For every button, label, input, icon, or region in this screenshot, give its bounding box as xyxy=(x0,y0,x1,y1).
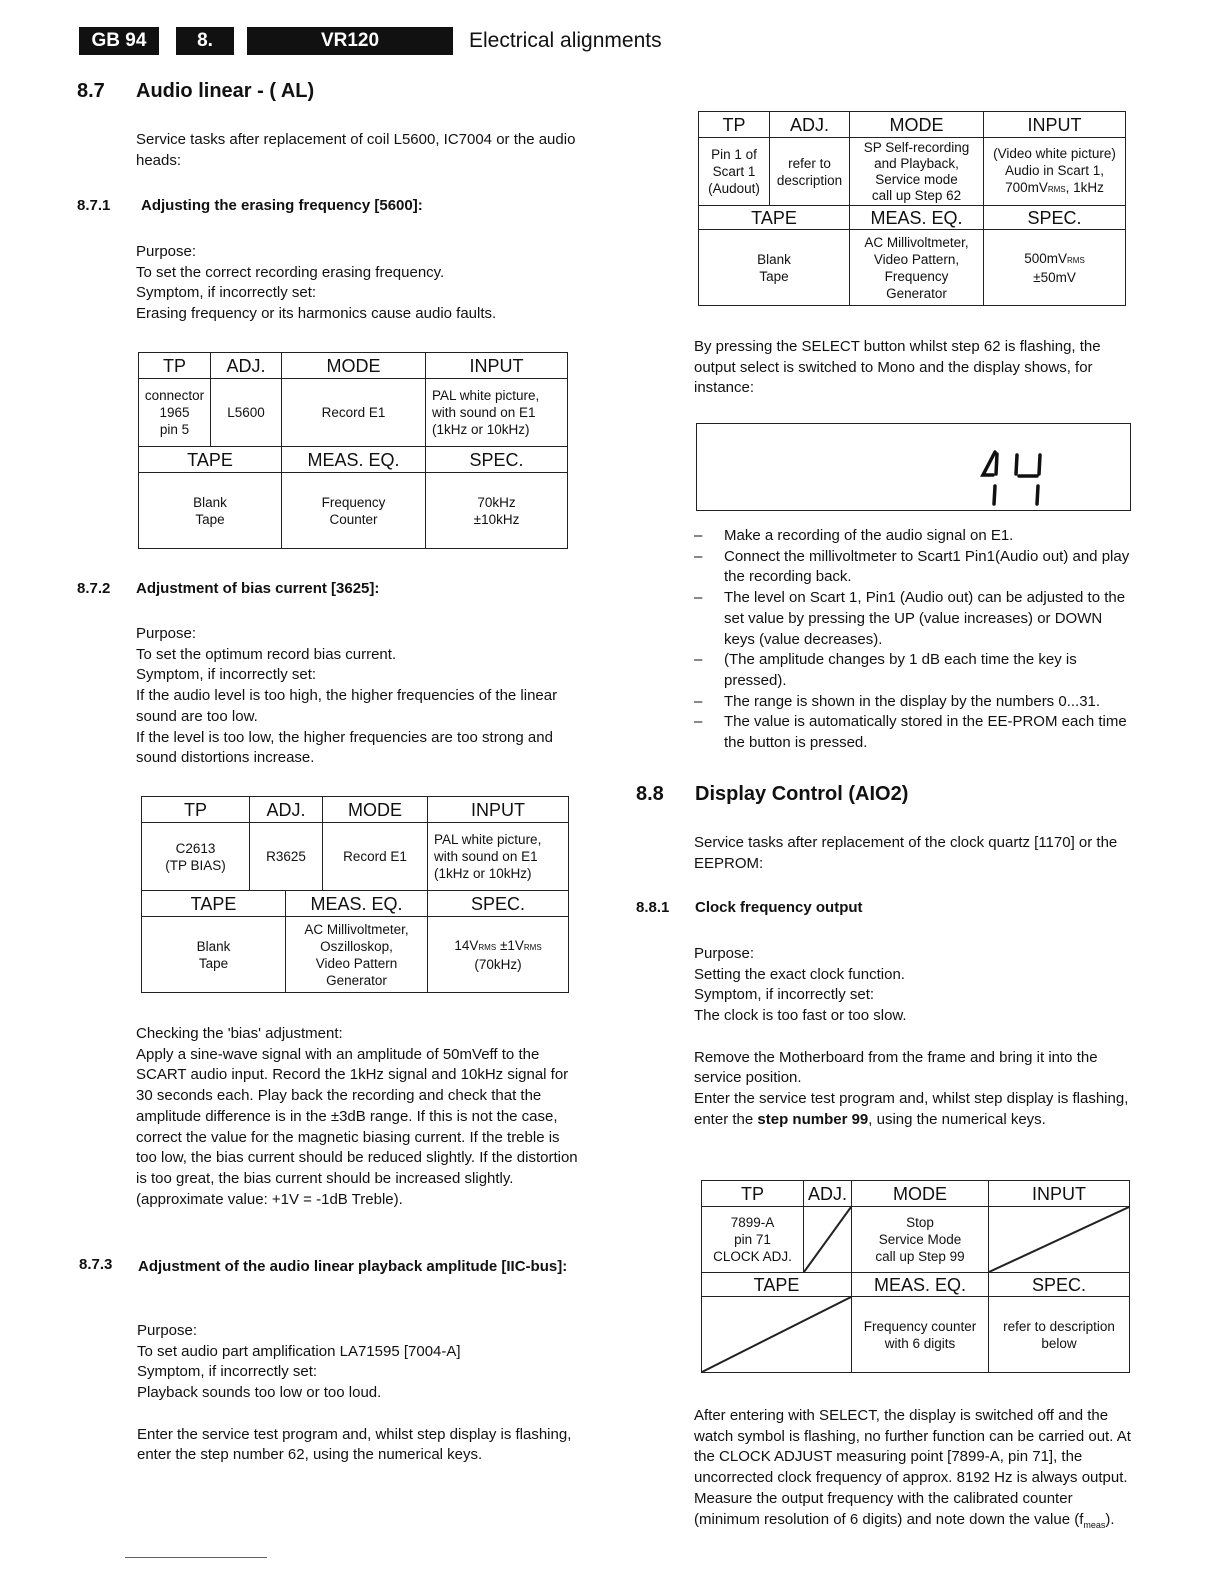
diagonal-strike xyxy=(989,1207,1129,1272)
table-header: ADJ. xyxy=(804,1181,852,1207)
section-8-7-2-text xyxy=(136,624,576,769)
spec-value: 14V xyxy=(454,937,479,953)
bullet-item: – Connect the millivoltmeter to Scart1 Pin1(Audio out) and play the recording back. xyxy=(694,547,1134,588)
table-header: INPUT xyxy=(426,353,568,379)
footnote-rule xyxy=(125,1557,267,1558)
section-8-8-1-number: 8.8.1 xyxy=(636,899,670,916)
table-header: SPEC. xyxy=(428,891,569,917)
table-cell: AC Millivoltmeter, Video Pattern, Frequency Generator xyxy=(850,230,984,306)
section-8-7-number: 8.7 xyxy=(77,80,105,102)
page-number: GB 94 xyxy=(91,30,147,51)
text-line: To set the correct recording erasing frequency. xyxy=(136,263,445,281)
table-cell: Frequency counter with 6 digits xyxy=(852,1297,989,1373)
spec-tolerance: ±50mV xyxy=(1033,269,1076,285)
subscript: meas xyxy=(1083,1519,1106,1530)
text-span: ). xyxy=(1105,1510,1115,1528)
segment xyxy=(983,452,995,475)
text-line: Purpose: xyxy=(136,625,197,642)
segment xyxy=(1037,486,1038,504)
table-cell-empty xyxy=(702,1297,852,1373)
table-cell-input xyxy=(984,138,1126,206)
table-header: TAPE xyxy=(699,206,850,230)
table-header: MODE xyxy=(850,112,984,138)
table-header: ADJ. xyxy=(770,112,850,138)
text-line: To set audio part amplification LA71595 [7004-A] xyxy=(137,1342,461,1360)
text-line: (approximate value: +1V = -1dB Treble). xyxy=(136,1190,403,1208)
spec-frequency: (70kHz) xyxy=(474,956,522,972)
clock-freq-table xyxy=(701,1180,1130,1373)
table-cell-spec xyxy=(428,917,569,993)
page-number-badge xyxy=(79,27,159,55)
chapter-number: 8. xyxy=(197,30,213,51)
table-header: ADJ. xyxy=(211,353,282,379)
table-cell: connector 1965 pin 5 xyxy=(139,379,211,447)
text-span: Measure the output frequency with the calibrated counter (minimum resolution of 6 digits) and note down the value (f xyxy=(694,1489,1084,1528)
table-header: MEAS. EQ. xyxy=(850,206,984,230)
playback-amplitude-table xyxy=(698,111,1126,306)
spec-value: 500mV xyxy=(1024,250,1067,266)
section-8-7-2-number: 8.7.2 xyxy=(77,580,111,597)
text-line: Checking the 'bias' adjustment: xyxy=(136,1025,343,1042)
table-cell: SP Self-recording and Playback, Service mode call up Step 62 xyxy=(850,138,984,206)
text-paragraph xyxy=(694,1489,1134,1535)
section-8-7-1-title: Adjusting the erasing frequency [5600]: xyxy=(141,197,423,214)
table-cell: Pin 1 of Scart 1 (Audout) xyxy=(699,138,770,206)
table-cell: PAL white picture, with sound on E1 (1kHz or 10kHz) xyxy=(428,823,569,891)
table-cell: C2613 (TP BIAS) xyxy=(142,823,250,891)
bullet-item: – Make a recording of the audio signal on E1. xyxy=(694,526,1134,547)
table-cell: 7899-A pin 71 CLOCK ADJ. xyxy=(702,1207,804,1273)
table-header: TP xyxy=(139,353,211,379)
step-number-bold: step number 99 xyxy=(757,1110,869,1128)
section-8-7-intro: Service tasks after replacement of coil L5600, IC7004 or the audio heads: xyxy=(136,131,576,169)
table-header: INPUT xyxy=(989,1181,1130,1207)
text-paragraph: Enter the service test program and, whilst step display is flashing, enter the step number 62, using the numerical keys. xyxy=(137,1425,572,1464)
table-cell: Stop Service Mode call up Step 99 xyxy=(852,1207,989,1273)
text-line: Symptom, if incorrectly set: xyxy=(136,284,317,302)
text-line: To set the optimum record bias current. xyxy=(136,645,397,663)
table-cell: refer to description below xyxy=(989,1297,1130,1373)
section-8-7-2-title: Adjustment of bias current [3625]: xyxy=(136,580,380,597)
text-line: The clock is too fast or too slow. xyxy=(694,1007,907,1025)
table-cell: 70kHz ±10kHz xyxy=(426,473,568,549)
diagonal-strike xyxy=(702,1297,851,1372)
section-8-8-1-title: Clock frequency output xyxy=(695,899,863,916)
table-cell: PAL white picture, with sound on E1 (1kHz or 10kHz) xyxy=(426,379,568,447)
segment xyxy=(1039,455,1040,474)
table-header: MEAS. EQ. xyxy=(286,891,428,917)
table-header: MODE xyxy=(323,797,428,823)
section-8-7-3-number: 8.7.3 xyxy=(79,1256,113,1273)
segment xyxy=(994,486,995,504)
text-paragraph: After entering with SELECT, the display is switched off and the watch symbol is flashing, no further function can be carried out. At the CLOCK ADJUST measuring point [7899-A, pin 71], the uncorrected clock frequency of approx. 8192 Hz is always output. xyxy=(694,1407,1131,1487)
table-header: MODE xyxy=(852,1181,989,1207)
text-line: Symptom, if incorrectly set: xyxy=(136,666,317,684)
text-line: Purpose: xyxy=(694,945,755,962)
table-header: SPEC. xyxy=(989,1273,1130,1297)
rms-subscript: RMS xyxy=(478,942,497,952)
table-cell-empty xyxy=(804,1207,852,1273)
text-line: Symptom, if incorrectly set: xyxy=(137,1363,318,1381)
text-paragraph: Apply a sine-wave signal with an amplitude of 50mVeff to the SCART audio input. Record the 1kHz signal and 10kHz signal for 30 seconds each. Play back the recording and check that the amplitude difference is in the ±3dB range. If this is not the case, correct the value for the magnetic biasing current. If the treble is too low, the bias current should be reduced slightly. If the distortion is too great, the bias current should be increased slightly. xyxy=(136,1045,578,1187)
text-line: Purpose: xyxy=(137,1322,198,1339)
text-line: Symptom, if incorrectly set: xyxy=(694,986,875,1004)
section-8-7-1-number: 8.7.1 xyxy=(77,197,111,214)
table-header: TAPE xyxy=(139,447,282,473)
display-illustration xyxy=(696,423,1131,511)
text-line: Playback sounds too low or too loud. xyxy=(137,1384,382,1402)
table-cell: R3625 xyxy=(250,823,323,891)
clock-description xyxy=(694,1406,1134,1535)
header-title: Electrical alignments xyxy=(469,29,662,52)
section-8-7-3-text xyxy=(137,1321,579,1466)
input-value: (Video white picture) Audio in Scart 1, 700mV xyxy=(993,146,1116,195)
table-cell: Blank Tape xyxy=(142,917,286,993)
table-cell: Record E1 xyxy=(282,379,426,447)
table-header: MEAS. EQ. xyxy=(282,447,426,473)
model-badge xyxy=(247,27,453,55)
text-paragraph xyxy=(694,1089,1134,1130)
rms-subscript: RMS xyxy=(523,942,542,952)
table-header: TP xyxy=(702,1181,804,1207)
bullet-item: – The level on Scart 1, Pin1 (Audio out) can be adjusted to the set value by pressing the UP (value increases) or DOWN keys (value decreases). xyxy=(694,588,1134,650)
table-cell: Frequency Counter xyxy=(282,473,426,549)
procedure-bullets xyxy=(694,526,1134,754)
table-header: TAPE xyxy=(702,1273,852,1297)
table-header: SPEC. xyxy=(426,447,568,473)
table-cell-empty xyxy=(989,1207,1130,1273)
section-8-7-1-text xyxy=(136,242,576,325)
section-8-8-1-text xyxy=(694,944,1134,1130)
table-cell: AC Millivoltmeter, Oszilloskop, Video Pattern Generator xyxy=(286,917,428,993)
table-header: TAPE xyxy=(142,891,286,917)
model-name: VR120 xyxy=(320,30,380,51)
table-header: MEAS. EQ. xyxy=(852,1273,989,1297)
text-line: Purpose: xyxy=(136,243,197,260)
bullet-item: – (The amplitude changes by 1 dB each time the key is pressed). xyxy=(694,650,1134,691)
table-cell-spec xyxy=(984,230,1126,306)
diagonal-strike xyxy=(804,1207,851,1272)
rms-subscript: RMS xyxy=(1067,255,1085,265)
text-line: Setting the exact clock function. xyxy=(694,965,905,983)
text-span: , using the numerical keys. xyxy=(868,1110,1046,1128)
section-8-8-title: Display Control (AIO2) xyxy=(695,783,909,805)
bullet-item: – The value is automatically stored in the EE-PROM each time the button is pressed. xyxy=(694,712,1134,753)
section-8-7-title: Audio linear - ( AL) xyxy=(136,80,315,102)
bias-current-table xyxy=(141,796,569,993)
text-line: If the level is too low, the higher frequencies are too strong and sound distortions increase. xyxy=(136,728,553,767)
select-button-text: By pressing the SELECT button whilst step 62 is flashing, the output select is switched to Mono and the display shows, for instance: xyxy=(694,338,1101,397)
table-header: INPUT xyxy=(428,797,569,823)
section-8-7-3-title: Adjustment of the audio linear playback amplitude [IIC-bus]: xyxy=(138,1258,568,1275)
table-header: TP xyxy=(142,797,250,823)
erase-freq-table xyxy=(138,352,568,549)
table-header: ADJ. xyxy=(250,797,323,823)
rms-subscript: RMS xyxy=(1047,185,1066,194)
table-cell: L5600 xyxy=(211,379,282,447)
bias-check-text xyxy=(136,1024,578,1210)
segment xyxy=(996,454,997,474)
text-paragraph: Remove the Motherboard from the frame and bring it into the service position. xyxy=(694,1048,1098,1087)
text-span: Enter the service test program and, whilst step display is flashing, enter the xyxy=(694,1089,1129,1128)
section-8-8-intro: Service tasks after replacement of the clock quartz [1170] or the EEPROM: xyxy=(694,834,1118,872)
table-header: TP xyxy=(699,112,770,138)
table-header: INPUT xyxy=(984,112,1126,138)
spec-tolerance: ±1V xyxy=(496,937,524,953)
text-line: If the audio level is too high, the higher frequencies of the linear sound are too low. xyxy=(136,687,558,725)
table-cell: Blank Tape xyxy=(699,230,850,306)
section-8-8-number: 8.8 xyxy=(636,783,664,805)
chapter-badge xyxy=(176,27,234,55)
bullet-item: – The range is shown in the display by the numbers 0...31. xyxy=(694,692,1134,713)
table-cell: refer to description xyxy=(770,138,850,206)
table-cell: Record E1 xyxy=(323,823,428,891)
segment xyxy=(1016,455,1017,474)
seven-segment-display xyxy=(697,424,1130,510)
table-header: SPEC. xyxy=(984,206,1126,230)
input-frequency: , 1kHz xyxy=(1065,180,1104,195)
text-line: Erasing frequency or its harmonics cause audio faults. xyxy=(136,305,497,323)
table-cell: Blank Tape xyxy=(139,473,282,549)
table-header: MODE xyxy=(282,353,426,379)
